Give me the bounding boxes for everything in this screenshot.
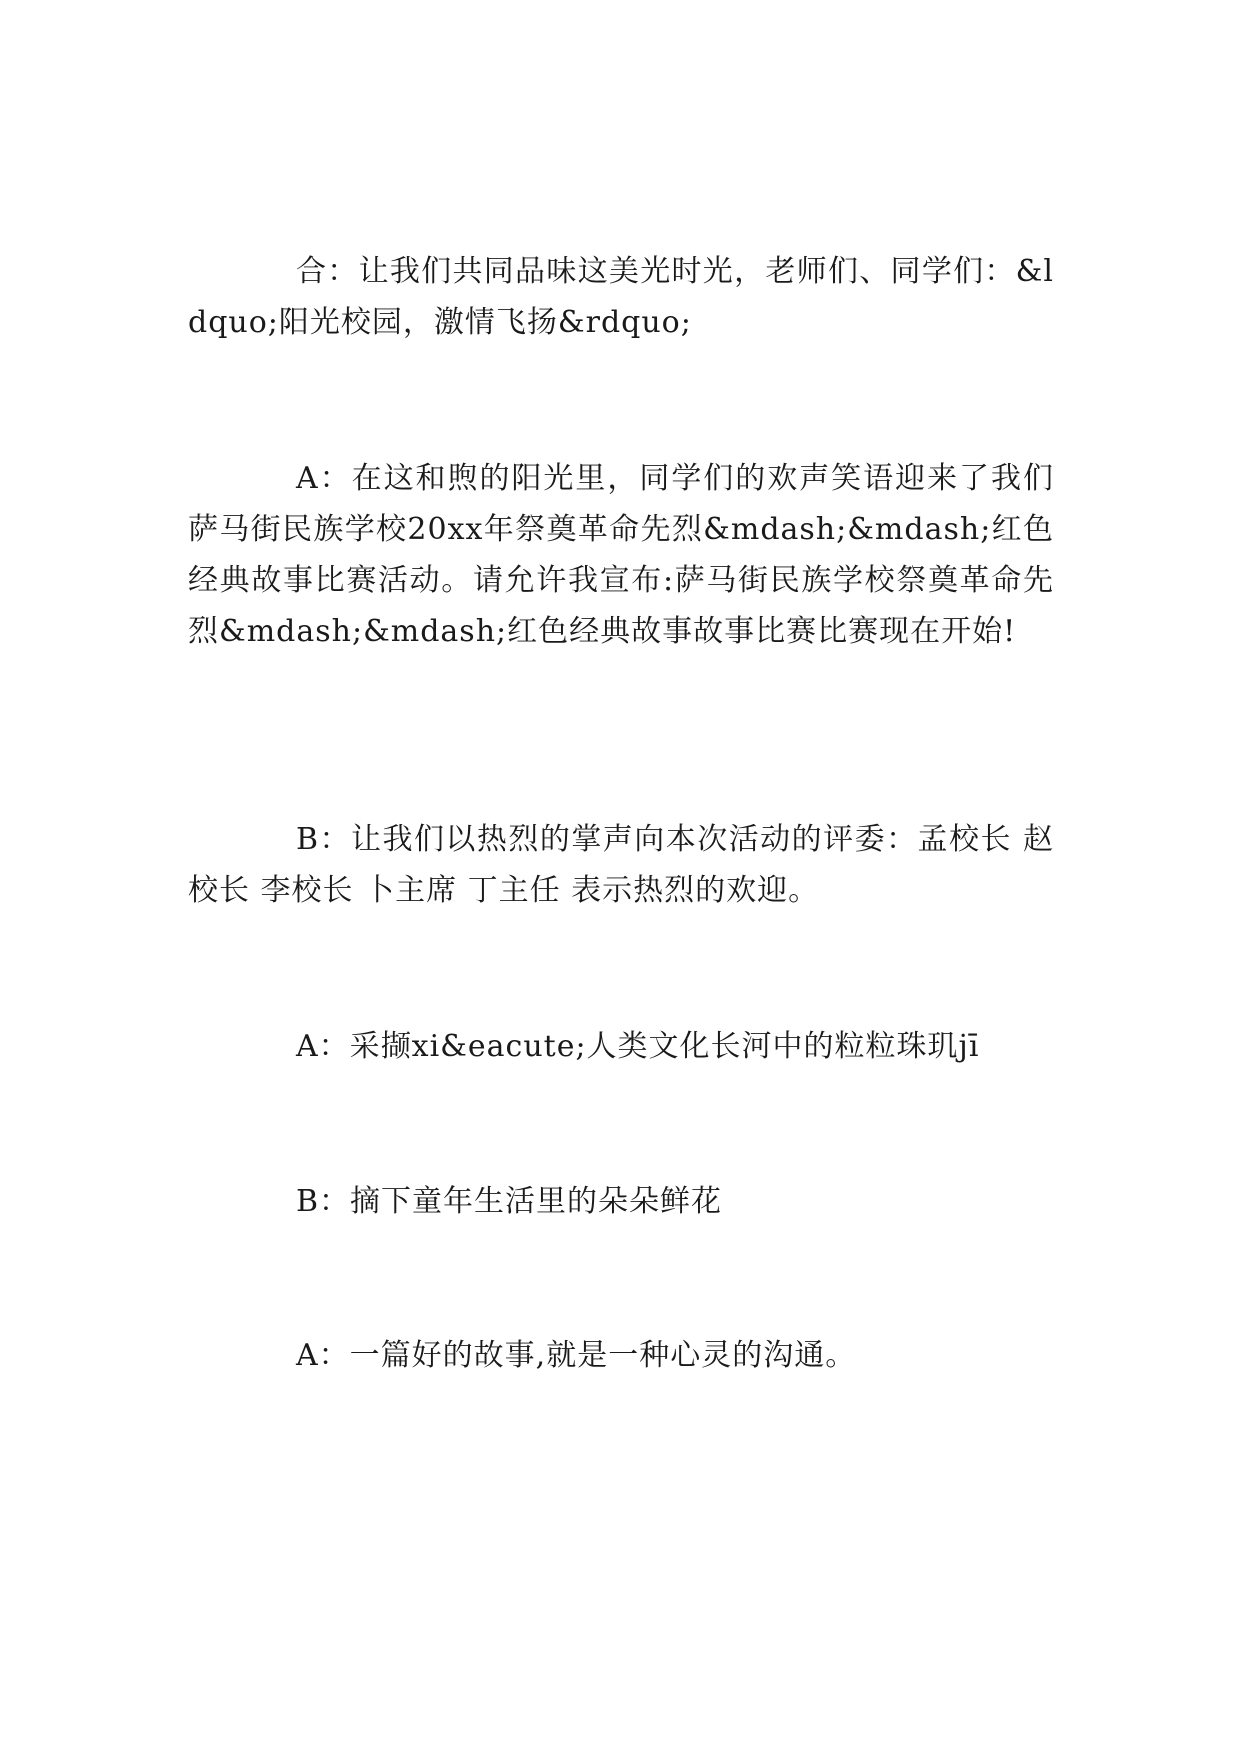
paragraph-2: A：在这和煦的阳光里，同学们的欢声笑语迎来了我们萨马街民族学校20xx年祭奠革命先烈&mdash;&mdash;红色经典故事比赛活动。请允许我宣布:萨马街民族学校祭奠革命先烈&mdash;&mdash;红色经典故事故事比赛比赛现在开始!: [188, 461, 1054, 649]
paragraph-1: 合：让我们共同品味这美光时光，老师们、同学们：&ldquo;阳光校园，激情飞扬&rdquo;: [188, 254, 1054, 340]
paragraph-3: B：让我们以热烈的掌声向本次活动的评委：孟校长 赵校长 李校长 卜主席 丁主任 表示热烈的欢迎。: [188, 822, 1054, 908]
paragraph-5: B：摘下童年生活里的朵朵鲜花: [296, 1184, 723, 1219]
paragraph-4: A：采撷xi&eacute;人类文化长河中的粒粒珠玑jī: [296, 1029, 980, 1064]
paragraph-6: A：一篇好的故事,就是一种心灵的沟通。: [296, 1338, 857, 1373]
